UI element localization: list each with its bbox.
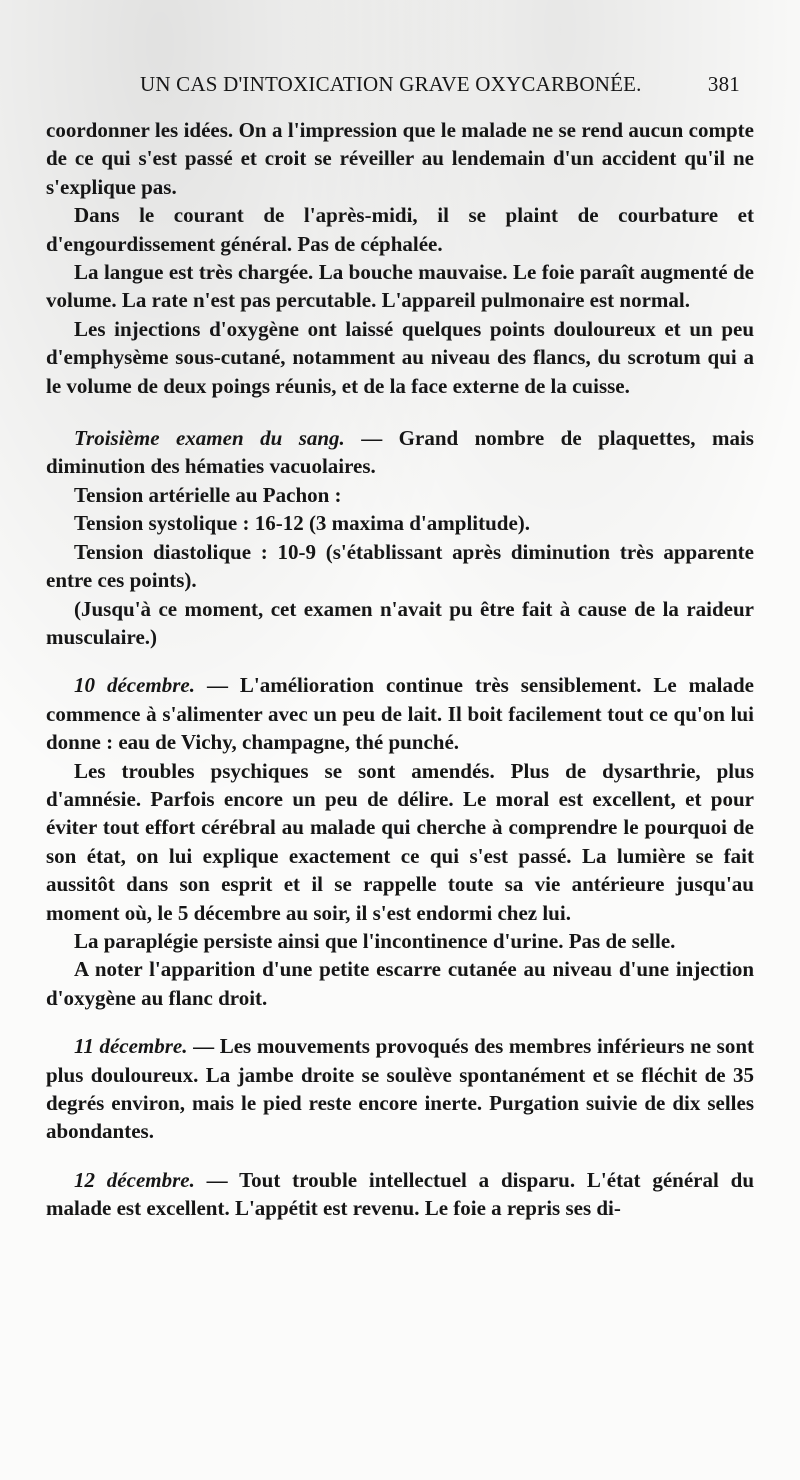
paragraph: Tension diastolique : 10-9 (s'établissant après diminution très apparente entre ces points). <box>46 539 754 593</box>
paragraph: Dans le courant de l'après-midi, il se plaint de courbature et d'engourdissement général. Pas de céphalée. <box>46 203 754 256</box>
running-title: UN CAS D'INTOXICATION GRAVE OXYCARBONÉE. <box>140 72 642 96</box>
paragraph-text: — L'amélioration continue très sensiblement. Le malade commence à s'alimenter avec un peu de lait. Il boit facilement tout ce qu'on lui donne : eau de Vichy, champagne, thé punché. <box>46 673 755 755</box>
paragraph-dated-entry <box>46 671 754 756</box>
date-lead: 12 décembre. <box>74 1167 195 1192</box>
date-lead: 11 décembre. <box>74 1034 188 1059</box>
date-lead: 10 décembre. <box>74 673 195 698</box>
paragraph: Tension systolique : 16-12 (3 maxima d'amplitude). <box>74 511 531 536</box>
paragraph-text: — Tout trouble intellectuel a disparu. L'état général du malade est excellent. L'appétit est revenu. Le foie a repris ses di- <box>46 1167 754 1221</box>
paragraph-text: — Les mouvements provoqués des membres inférieurs ne sont plus douloureux. La jambe droite se soulève spontanément et se fléchit de 35 degrés environ, mais le pied reste encore inerte. Purgation suivie de dix selles abondantes. <box>46 1034 754 1144</box>
paragraph: La langue est très chargée. La bouche mauvaise. Le foie paraît augmenté de volume. La rate n'est pas percutable. L'appareil pulmonaire est normal. <box>46 260 754 313</box>
paragraph: Tension artérielle au Pachon : <box>74 482 342 507</box>
paragraph: Les injections d'oxygène ont laissé quelques points douloureux et un peu d'emphysème sous-cutané, notamment au niveau des flancs, du scrotum qui a le volume de deux poings réunis, et de la face externe de la cuisse. <box>46 316 754 398</box>
paragraph: coordonner les idées. On a l'impression que le malade ne se rend aucun compte de ce qui s'est passé et croit se réveiller au lendemain d'un accident qu'il ne s'explique pas. <box>46 118 754 199</box>
paragraph-text: — Grand nombre de plaquettes, mais diminution des hématies vacuolaires. <box>46 426 754 479</box>
page-body <box>46 116 754 1223</box>
paragraph: (Jusqu'à ce moment, cet examen n'avait pu être fait à cause de la raideur musculaire.) <box>46 596 754 649</box>
running-header <box>140 72 740 104</box>
paragraph: Les troubles psychiques se sont amendés. Plus de dysarthrie, plus d'amnésie. Parfois encore un peu de délire. Le moral est excellent, et pour éviter tout effort cérébral au malade qui cherche à comprendre le pourquoi de son état, on lui explique exactement ce qui s'est passé. La lumière se fait aussitôt dans son esprit et il se rappelle toute sa vie antérieure jusqu'au moment où, le 5 décembre au soir, il s'est endormi chez lui. <box>46 758 754 925</box>
paragraph: La paraplégie persiste ainsi que l'incontinence d'urine. Pas de selle. <box>74 928 676 953</box>
paragraph-blood-exam <box>46 424 754 481</box>
paragraph: A noter l'apparition d'une petite escarre cutanée au niveau d'une injection d'oxygène au flanc droit. <box>46 957 754 1010</box>
section-lead: Troisième examen du sang. <box>74 426 345 451</box>
paragraph-dated-entry <box>46 1032 754 1146</box>
paragraph-dated-entry <box>46 1166 754 1223</box>
page-number: 381 <box>707 72 740 96</box>
